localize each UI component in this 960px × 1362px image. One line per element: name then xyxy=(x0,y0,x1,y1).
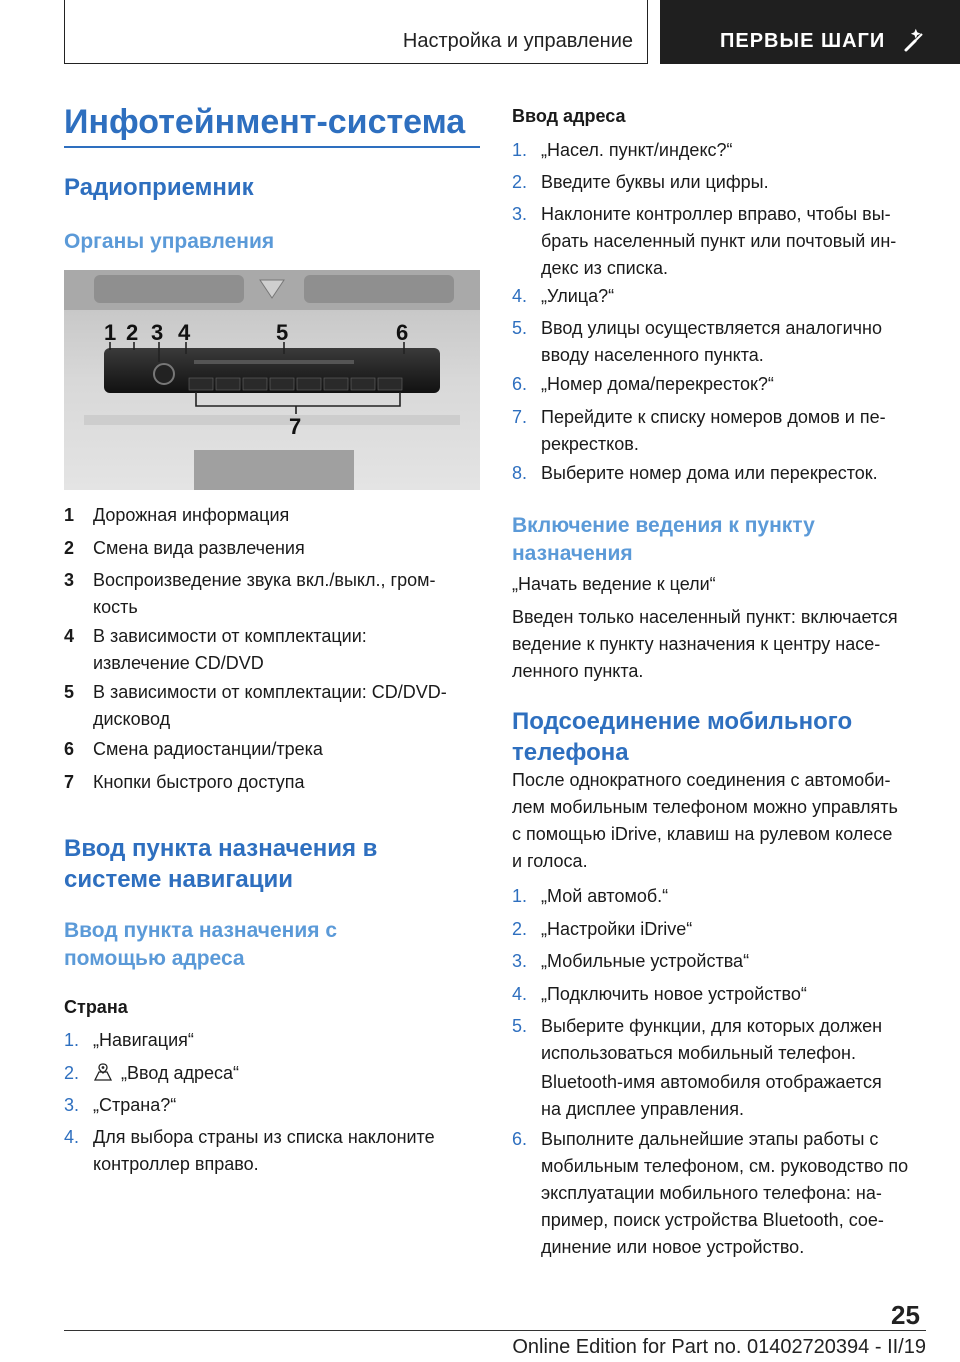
list-item-number: 4. xyxy=(512,286,528,306)
list-item-number: 6. xyxy=(512,1129,528,1149)
list-item-number: 3 xyxy=(64,570,75,590)
list-item-text: „Настройки iDrive“ xyxy=(541,919,693,939)
list-item-text: „Ввод адреса“ xyxy=(93,1060,239,1087)
photo-label-1: 1 xyxy=(104,320,117,345)
first-steps-icon xyxy=(902,28,928,54)
nav-heading: Ввод пункта назначения в системе навигации xyxy=(64,835,378,893)
list-item-text: Перейдите к списку номеров домов и пе- рекрестков. xyxy=(541,407,886,454)
list-item-number: 3. xyxy=(512,951,528,971)
header-section-box xyxy=(64,0,648,64)
list-item-text: Смена радиостанции/трека xyxy=(93,739,323,759)
list-item-text: „Улица?“ xyxy=(541,286,615,306)
header-chapter-title: ПЕРВЫЕ ШАГИ xyxy=(720,30,886,52)
list-item-text: Для выбора страны из списка наклоните контроллер вправо. xyxy=(93,1127,435,1174)
paragraph: После однократного соединения с автомоби- лем мобильным телефоном можно управлять с помощью iDrive, клавиш на рулевом колесе и голоса. xyxy=(512,770,898,871)
list-item-number: 2. xyxy=(64,1063,80,1083)
list-item-number: 6. xyxy=(512,374,528,394)
photo-label-4: 4 xyxy=(178,320,191,345)
list-item-number: 5. xyxy=(512,318,528,338)
list-item-number: 4. xyxy=(512,984,528,1004)
list-item-text: Введите буквы или цифры. xyxy=(541,172,769,192)
list-item-text: „Номер дома/перекресток?“ xyxy=(541,374,774,394)
list-item-text: „Насел. пункт/индекс?“ xyxy=(541,140,733,160)
list-item-text: Наклоните контроллер вправо, чтобы вы- брать населенный пункт или почтовый ин- декс из списка. xyxy=(541,204,897,278)
phone-heading: Подсоединение мобильного телефона xyxy=(512,708,853,766)
list-item-text: Дорожная информация xyxy=(93,505,290,525)
list-item-number: 7 xyxy=(64,772,75,792)
list-item-number: 4 xyxy=(64,626,75,646)
list-item-number: 1 xyxy=(64,505,75,525)
list-item-number: 1. xyxy=(64,1030,80,1050)
footer-rule xyxy=(64,1330,926,1331)
list-item-text: Выберите функции, для которых должен использоваться мобильный телефон. xyxy=(541,1016,883,1063)
header-chapter-box xyxy=(660,0,960,64)
paragraph: Введен только населенный пункт: включается ведение к пункту назначения к центру насе- ленного пункта. xyxy=(512,607,898,681)
list-item-text: Смена вида развлечения xyxy=(93,538,305,558)
title-rule xyxy=(64,146,480,148)
photo-label-6: 6 xyxy=(396,320,409,345)
list-item-number: 3. xyxy=(512,204,528,224)
list-item-number: 2. xyxy=(512,919,528,939)
address-heading: Ввод адреса xyxy=(512,106,626,126)
list-item-text: Ввод улицы осуществляется аналогично вводу населенного пункта. xyxy=(541,318,882,365)
list-item-text: Выберите номер дома или перекресток. xyxy=(541,463,878,483)
radio-heading: Радиоприемник xyxy=(64,174,254,201)
list-item-text: Воспроизведение звука вкл./выкл., гром- кость xyxy=(93,570,436,617)
list-item-text: Выполните дальнейшие этапы работы с мобильным телефоном, см. руководство по эксплуатации мобильного телефона: на- пример, поиск устройства Bluetooth, сое- динение или новое устройство. xyxy=(541,1129,909,1257)
controls-heading: Органы управления xyxy=(64,230,275,253)
page-number: 25 xyxy=(891,1300,920,1330)
list-item-text: „Мобильные устройства“ xyxy=(541,951,750,971)
list-item-number: 5. xyxy=(512,1016,528,1036)
list-item-number: 4. xyxy=(64,1127,80,1147)
radio-controls-photo xyxy=(64,270,480,490)
list-item-number: 7. xyxy=(512,407,528,427)
list-item-text: В зависимости от комплектации: извлечение CD/DVD xyxy=(93,626,367,673)
photo-label-7: 7 xyxy=(289,414,302,439)
addr-heading: Ввод пункта назначения с помощью адреса xyxy=(64,919,337,970)
list-item-number: 6 xyxy=(64,739,75,759)
list-item-number: 3. xyxy=(64,1095,80,1115)
photo-label-3: 3 xyxy=(151,320,164,345)
list-item-text: „Мой автомоб.“ xyxy=(541,886,669,906)
list-item-number: 8. xyxy=(512,463,528,483)
list-item-text: В зависимости от комплектации: CD/DVD- дисковод xyxy=(93,682,447,729)
guide-heading: Включение ведения к пункту назначения xyxy=(512,514,815,565)
list-item-text: Кнопки быстрого доступа xyxy=(93,772,305,792)
photo-label-2: 2 xyxy=(126,320,139,345)
list-item-number: 2. xyxy=(512,172,528,192)
country-heading: Страна xyxy=(64,997,128,1017)
list-item-text: „Навигация“ xyxy=(93,1030,194,1050)
list-item-text: „Подключить новое устройство“ xyxy=(541,984,807,1004)
navigation-map-icon xyxy=(93,1062,113,1082)
list-item-text: Bluetooth-имя автомобиля отображается на дисплее управления. xyxy=(541,1072,882,1119)
list-item-number: 5 xyxy=(64,682,75,702)
guide-command: „Начать ведение к цели“ xyxy=(512,574,716,594)
list-item-number: 1. xyxy=(512,140,528,160)
list-item-number: 2 xyxy=(64,538,75,558)
footer-edition: Online Edition for Part no. 01402720394 - II/19 xyxy=(512,1336,926,1358)
header-section-title: Настройка и управление xyxy=(402,30,633,52)
page-title: Инфотейнмент-система xyxy=(64,103,466,141)
list-item-number: 1. xyxy=(512,886,528,906)
photo-label-5: 5 xyxy=(276,320,289,345)
list-item-text: „Страна?“ xyxy=(93,1095,177,1115)
